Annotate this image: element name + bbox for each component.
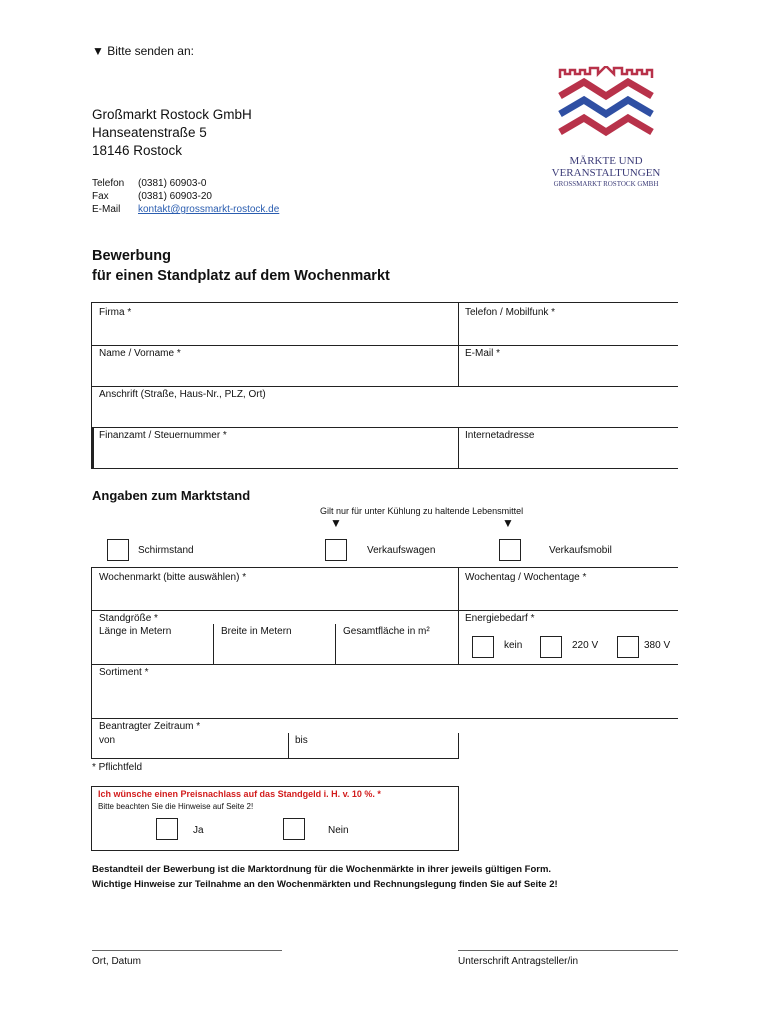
verkaufswagen-checkbox[interactable]	[325, 539, 347, 561]
energie-label: Energiebedarf *	[465, 613, 535, 624]
logo-line2: VERANSTALTUNGEN	[551, 167, 661, 179]
logo	[551, 66, 661, 190]
discount-yes-label: Ja	[193, 825, 204, 836]
pflicht-note: * Pflichtfeld	[92, 762, 143, 773]
discount-no-label: Nein	[328, 825, 349, 836]
address-company: Großmarkt Rostock GmbH	[92, 107, 252, 122]
energie-220-checkbox[interactable]	[540, 636, 562, 658]
von-field[interactable]: von	[99, 735, 116, 746]
energie-220-label: 220 V	[572, 640, 599, 651]
wochenmarkt-field[interactable]: Wochenmarkt (bitte auswählen) *	[99, 572, 247, 583]
energie-kein-checkbox[interactable]	[472, 636, 494, 658]
energie-380-checkbox[interactable]	[617, 636, 639, 658]
zeitraum-label: Beantragter Zeitraum *	[99, 721, 201, 732]
stand-heading: Angaben zum Marktstand	[92, 488, 251, 503]
signature-line-left	[92, 950, 282, 951]
send-to-line	[92, 44, 194, 58]
schirmstand-checkbox[interactable]	[107, 539, 129, 561]
triangle-down-icon: ▼	[92, 44, 104, 58]
email-link[interactable]: kontakt@grossmarkt-rostock.de	[138, 204, 280, 215]
sig-left-label: Ort, Datum	[92, 956, 141, 967]
arrow-down-icon: ▼	[330, 516, 342, 530]
fax-value: (0381) 60903-20	[138, 191, 212, 202]
energie-kein-label: kein	[504, 640, 523, 651]
bis-field[interactable]: bis	[295, 735, 308, 746]
finanzamt-field[interactable]: Finanzamt / Steuernummer *	[99, 430, 227, 441]
fax-label: Fax	[92, 191, 109, 202]
contact-block	[92, 177, 279, 216]
telefon-field[interactable]: Telefon / Mobilfunk *	[465, 307, 556, 318]
send-to-label: Bitte senden an:	[107, 44, 194, 58]
footer-line2: Wichtige Hinweise zur Teilnahme an den Wochenmärkten und Rechnungslegung finden Sie auf Seite 2!	[92, 879, 558, 890]
logo-emblem-icon	[556, 66, 656, 150]
cooling-note: Gilt nur für unter Kühlung zu haltende Lebensmittel	[320, 506, 524, 516]
standgroesse-label: Standgröße *	[99, 613, 158, 624]
gesamt-field[interactable]: Gesamtfläche in m²	[343, 626, 430, 637]
sortiment-field[interactable]: Sortiment *	[99, 667, 149, 678]
discount-note: Bitte beachten Sie die Hinweise auf Seite 2!	[98, 802, 254, 811]
anschrift-field[interactable]: Anschrift (Straße, Haus-Nr., PLZ, Ort)	[99, 389, 266, 400]
footer-notes	[92, 862, 558, 892]
discount-request: Ich wünsche einen Preisnachlass auf das Standgeld i. H. v. 10 %. *	[98, 789, 381, 799]
phone-label: Telefon	[92, 178, 125, 189]
breite-field[interactable]: Breite in Metern	[221, 626, 292, 637]
phone-value: (0381) 60903-0	[138, 178, 207, 189]
discount-no-checkbox[interactable]	[283, 818, 305, 840]
discount-yes-checkbox[interactable]	[156, 818, 178, 840]
address-block	[92, 106, 252, 160]
email-field[interactable]: E-Mail *	[465, 348, 501, 359]
arrow-down-icon: ▼	[502, 516, 514, 530]
address-street: Hanseatenstraße 5	[92, 125, 207, 140]
firma-field[interactable]: Firma *	[99, 307, 132, 318]
page-title	[92, 246, 390, 286]
energie-380-label: 380 V	[644, 640, 671, 651]
title-line1: Bewerbung	[92, 248, 171, 264]
address-city: 18146 Rostock	[92, 143, 183, 158]
laenge-field[interactable]: Länge in Metern	[99, 626, 172, 637]
email-label: E-Mail	[92, 204, 121, 215]
logo-line3: GROSSMARKT ROSTOCK GMBH	[553, 180, 659, 188]
schirmstand-label: Schirmstand	[138, 545, 194, 556]
sig-right-label: Unterschrift Antragsteller/in	[458, 956, 579, 967]
verkaufsmobil-checkbox[interactable]	[499, 539, 521, 561]
wochentag-field[interactable]: Wochentag / Wochentage *	[465, 572, 587, 583]
logo-line1: MÄRKTE UND	[569, 155, 643, 167]
name-field[interactable]: Name / Vorname *	[99, 348, 181, 359]
verkaufswagen-label: Verkaufswagen	[367, 545, 436, 556]
verkaufsmobil-label: Verkaufsmobil	[549, 545, 612, 556]
internet-field[interactable]: Internetadresse	[465, 430, 535, 441]
title-line2: für einen Standplatz auf dem Wochenmarkt	[92, 268, 390, 284]
footer-line1: Bestandteil der Bewerbung ist die Marktordnung für die Wochenmärkte in ihrer jeweils gültigen Form.	[92, 864, 552, 875]
signature-line-right	[458, 950, 678, 951]
